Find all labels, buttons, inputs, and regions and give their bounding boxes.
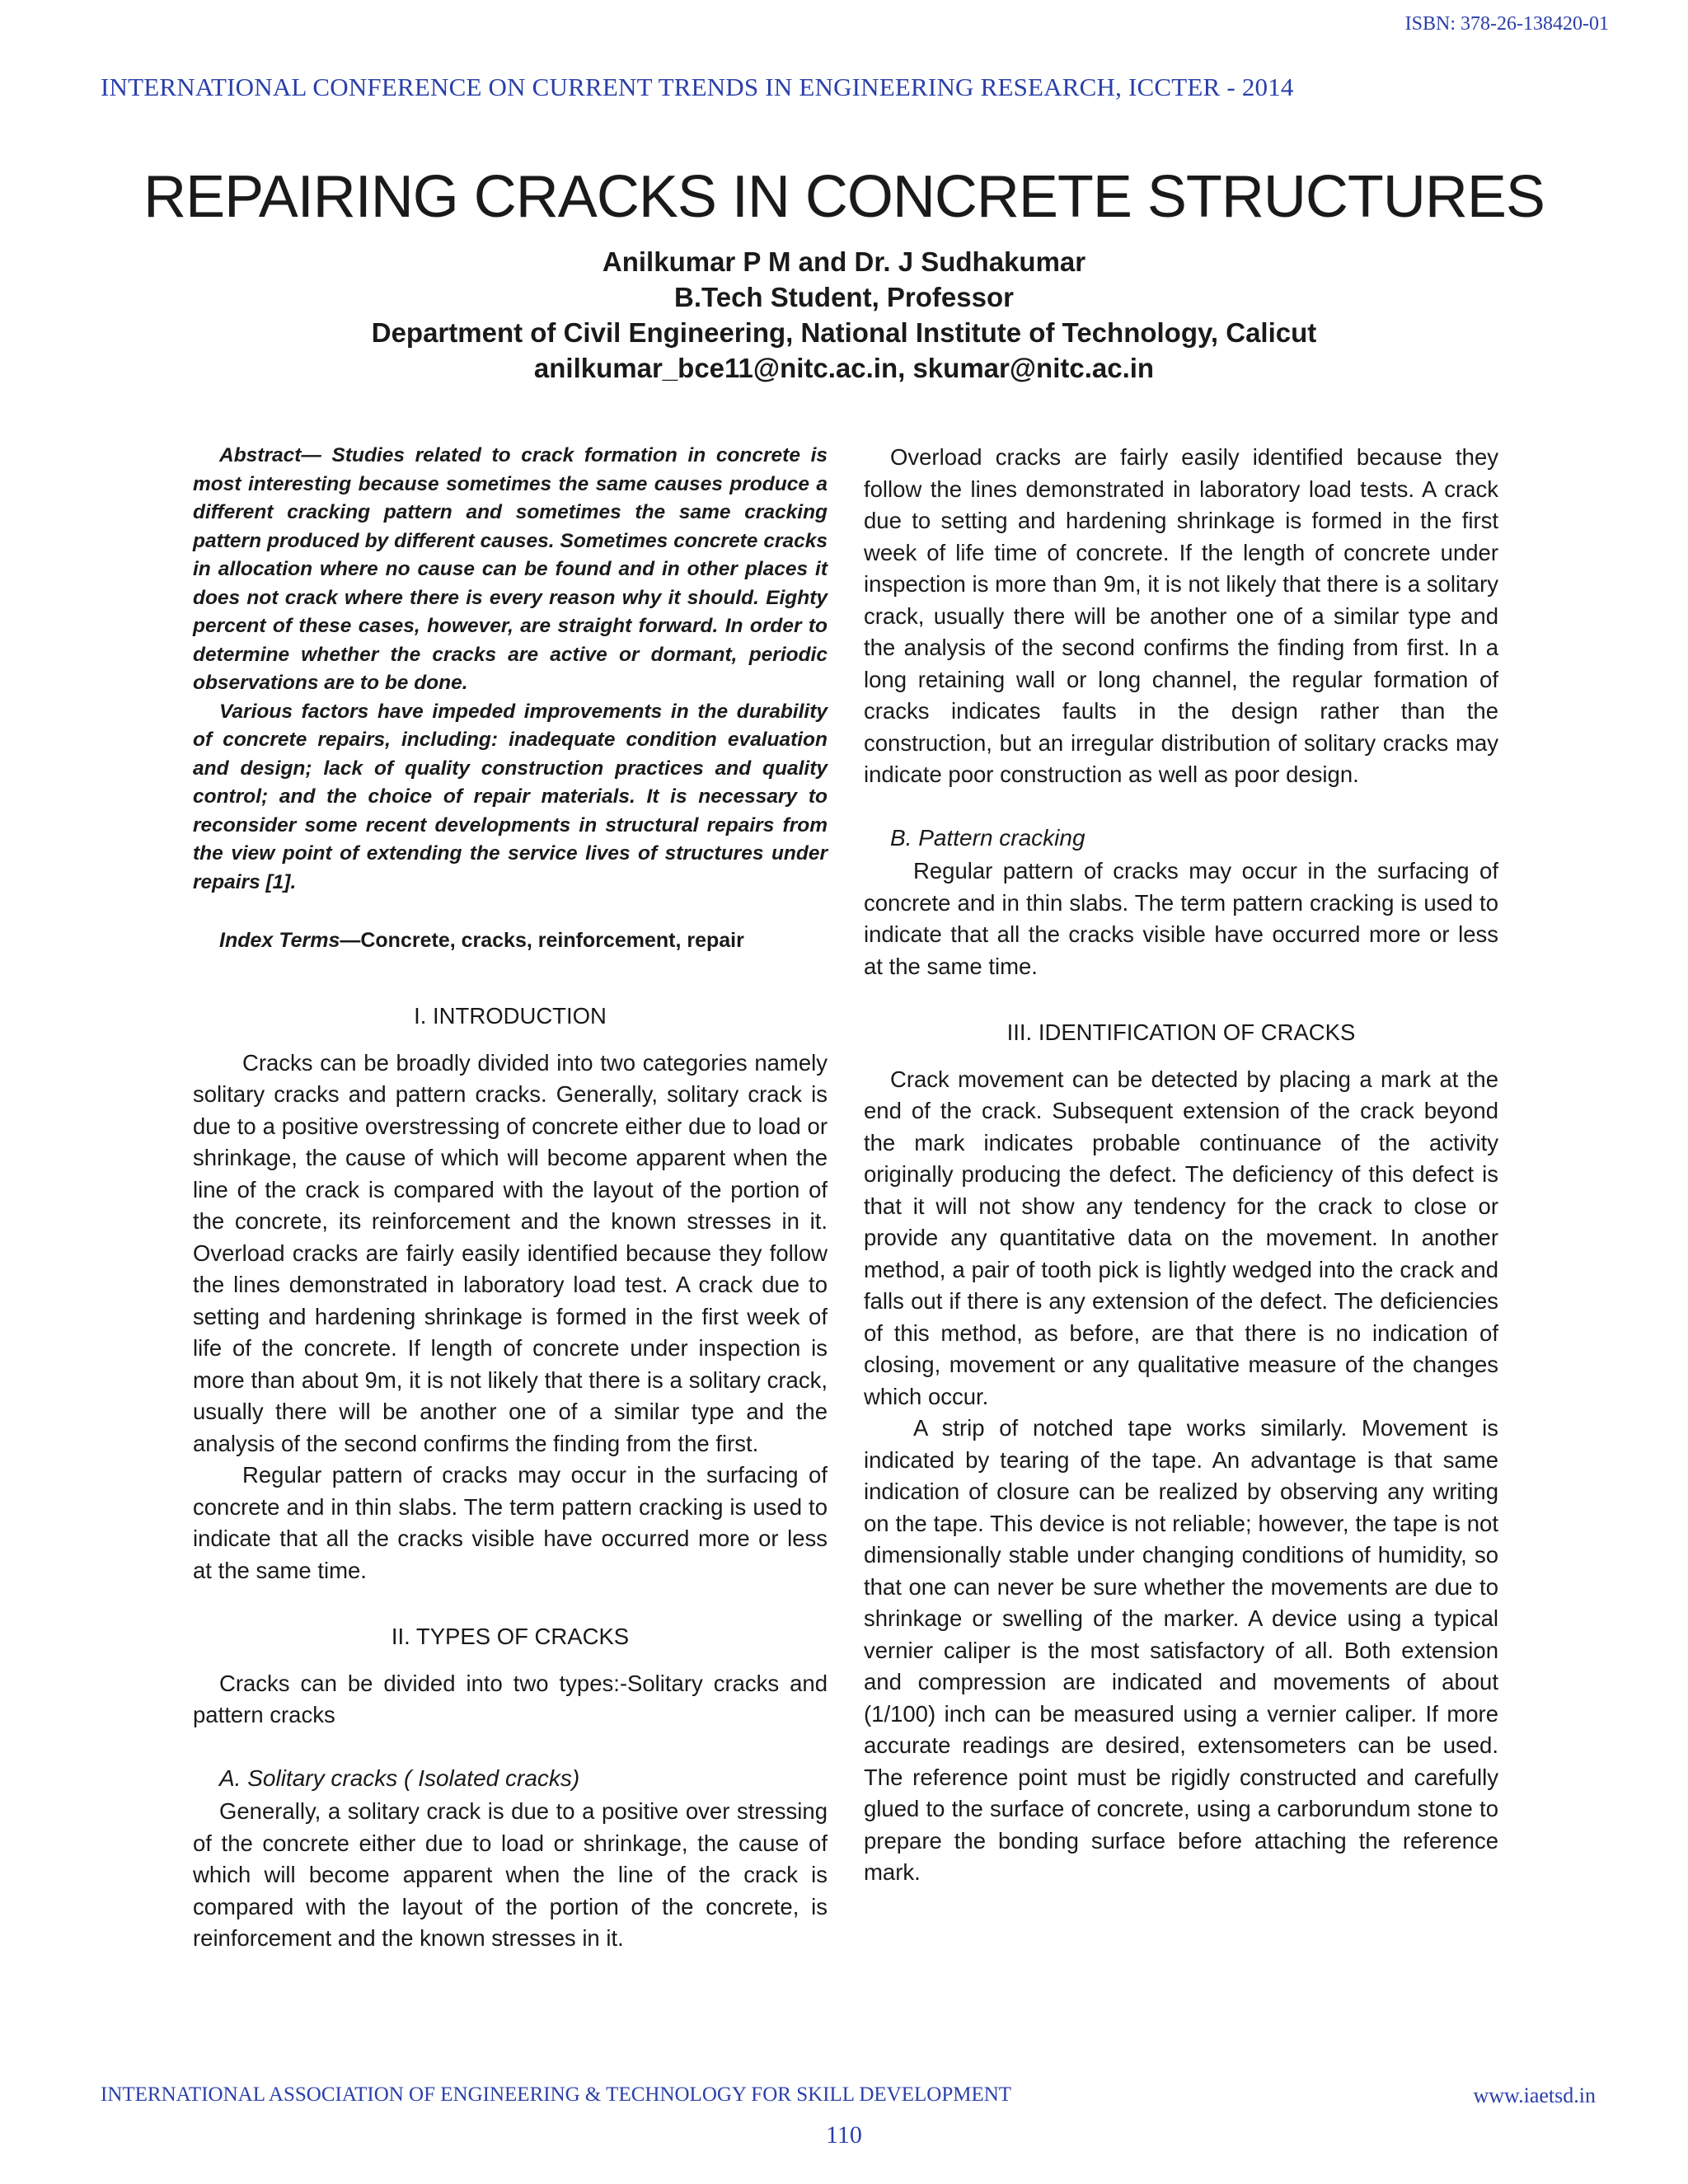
abstract xyxy=(193,442,828,897)
index-terms xyxy=(193,926,828,954)
right-column xyxy=(864,442,1498,1889)
abstract-paragraph-1: Studies related to crack formation in concrete is most interesting because sometimes the same causes produce a different cracking pattern and sometimes the same cracking pattern produced by different causes. Sometimes concrete cracks in allocation where no cause can be found and in other places it does not crack where there is every reason why it should. Eighty percent of these cases, however, are straight forward. In order to determine whether the cracks are active or dormant, periodic observations are to be done. xyxy=(193,444,828,694)
paper-title: REPAIRING CRACKS IN CONCRETE STRUCTURES xyxy=(143,164,1545,230)
author-names: Anilkumar P M and Dr. J Sudhakumar xyxy=(602,246,1086,277)
solitary-paragraph-1: Generally, a solitary crack is due to a positive over stressing of the concrete either due to load or shrinkage, the cause of which will become apparent when the line of the crack is compared with the layout of the portion of the concrete, is reinforcement and the known stresses in it. xyxy=(193,1798,828,1951)
footer-association: INTERNATIONAL ASSOCIATION OF ENGINEERING & TECHNOLOGY FOR SKILL DEVELOPMENT xyxy=(101,2083,1012,2106)
intro-paragraph-1: Cracks can be broadly divided into two categories namely solitary cracks and pattern cracks. Generally, solitary crack is due to a positive overstressing of concrete either due to load or shrinkage, the cause of which will become apparent when the line of the crack is compared with the layout of the portion of the concrete, its reinforcement and the known stresses in it. Overload cracks are fairly easily identified because they follow the lines demonstrated in laboratory load test. A crack due to setting and hardening shrinkage is formed in the first week of life of the concrete. If length of concrete under inspection is more than about 9m, it is not likely that there is a solitary crack, usually there will be another one of a similar type and the analysis of the second confirms the finding from the first. xyxy=(193,1049,828,1456)
subsection-heading-solitary: A. Solitary cracks ( Isolated cracks) xyxy=(219,1765,580,1791)
index-terms-lead: Index Terms xyxy=(219,929,340,952)
solitary-paragraph-2: Overload cracks are fairly easily identified because they follow the lines demonstrated in laboratory load tests. A crack due to setting and hardening shrinkage is formed in the first week of life time of concrete. If the length of concrete under inspection is more than 9m, it is not likely that there is a solitary crack, usually there will be another one of a similar type and the analysis of the second confirms the finding from first. In a long retaining wall or long channel, the regular formation of cracks indicates faults in the design rather than the construction, but an irregular distribution of solitary cracks may indicate poor construction as well as poor design. xyxy=(864,444,1498,787)
footer-website-link[interactable]: www.iaetsd.in xyxy=(1473,2083,1596,2107)
identification-paragraph-1: Crack movement can be detected by placing a mark at the end of the crack. Subsequent extension of the crack beyond the mark indicates probable continuance of the activity originally producing the defect. The deficiency of this defect is that it will not show any tendency for the crack to close or provide any quantitative data on the movement. In another method, a pair of tooth pick is lightly wedged into the crack and falls out if there is any extension of the defect. The deficiencies of this method, as before, are that there is no indication of closing, movement or any qualitative measure of the changes which occur. xyxy=(864,1066,1498,1409)
intro-paragraph-2: Regular pattern of cracks may occur in the surfacing of concrete and in thin slabs. The term pattern cracking is used to indicate that all the cracks visible have occurred more or less at the same time. xyxy=(193,1462,828,1583)
page-number: 110 xyxy=(826,2121,862,2149)
subsection-heading-pattern: B. Pattern cracking xyxy=(890,824,1085,851)
pattern-paragraph-1: Regular pattern of cracks may occur in the surfacing of concrete and in thin slabs. The term pattern cracking is used to indicate that all the cracks visible have occurred more or less at the same time. xyxy=(864,858,1498,979)
author-affiliation: Department of Civil Engineering, National Institute of Technology, Calicut xyxy=(371,317,1317,348)
section-heading-identification: III. IDENTIFICATION OF CRACKS xyxy=(1006,1019,1356,1045)
abstract-lead: Abstract— xyxy=(219,444,321,466)
abstract-paragraph-2: Various factors have impeded improvements in the durability of concrete repairs, including: inadequate condition evaluation and design; lack of quality construction practices and quality control; and the choice of repair materials. It is necessary to reconsider some recent developments in structural repairs from the view point of extending the service lives of structures under repairs [1]. xyxy=(193,700,828,893)
types-paragraph-1: Cracks can be divided into two types:-Solitary cracks and pattern cracks xyxy=(193,1670,828,1727)
author-roles: B.Tech Student, Professor xyxy=(674,282,1014,312)
author-emails: anilkumar_bce11@nitc.ac.in, skumar@nitc.ac.in xyxy=(533,353,1155,383)
identification-paragraph-2: A strip of notched tape works similarly. Movement is indicated by tearing of the tape. An advantage is that same indication of closure can be realized by observing any writing on the tape. This device is not reliable; however, the tape is not dimensionally stable under changing conditions of humidity, so that one can never be sure whether the movements are due to shrinkage or swelling of the marker. A device using a typical vernier caliper is the most satisfactory of all. Both extension and compression are indicated and movements of about (1/100) inch can be measured using a vernier caliper. If more accurate readings are desired, extensometers can be used. The reference point must be rigidly constructed and carefully glued to the surface of concrete, using a carborundum stone to prepare the bonding surface before attaching the reference mark. xyxy=(864,1415,1498,1885)
conference-header: INTERNATIONAL CONFERENCE ON CURRENT TRENDS IN ENGINEERING RESEARCH, ICCTER - 2014 xyxy=(101,73,1294,101)
isbn-label: ISBN: 378-26-138420-01 xyxy=(1404,13,1609,35)
section-heading-types: II. TYPES OF CRACKS xyxy=(391,1624,630,1649)
author-block xyxy=(0,244,1688,386)
index-terms-value: —Concrete, cracks, reinforcement, repair xyxy=(340,929,744,952)
left-column xyxy=(193,442,828,1955)
section-heading-introduction: I. INTRODUCTION xyxy=(414,1003,607,1029)
